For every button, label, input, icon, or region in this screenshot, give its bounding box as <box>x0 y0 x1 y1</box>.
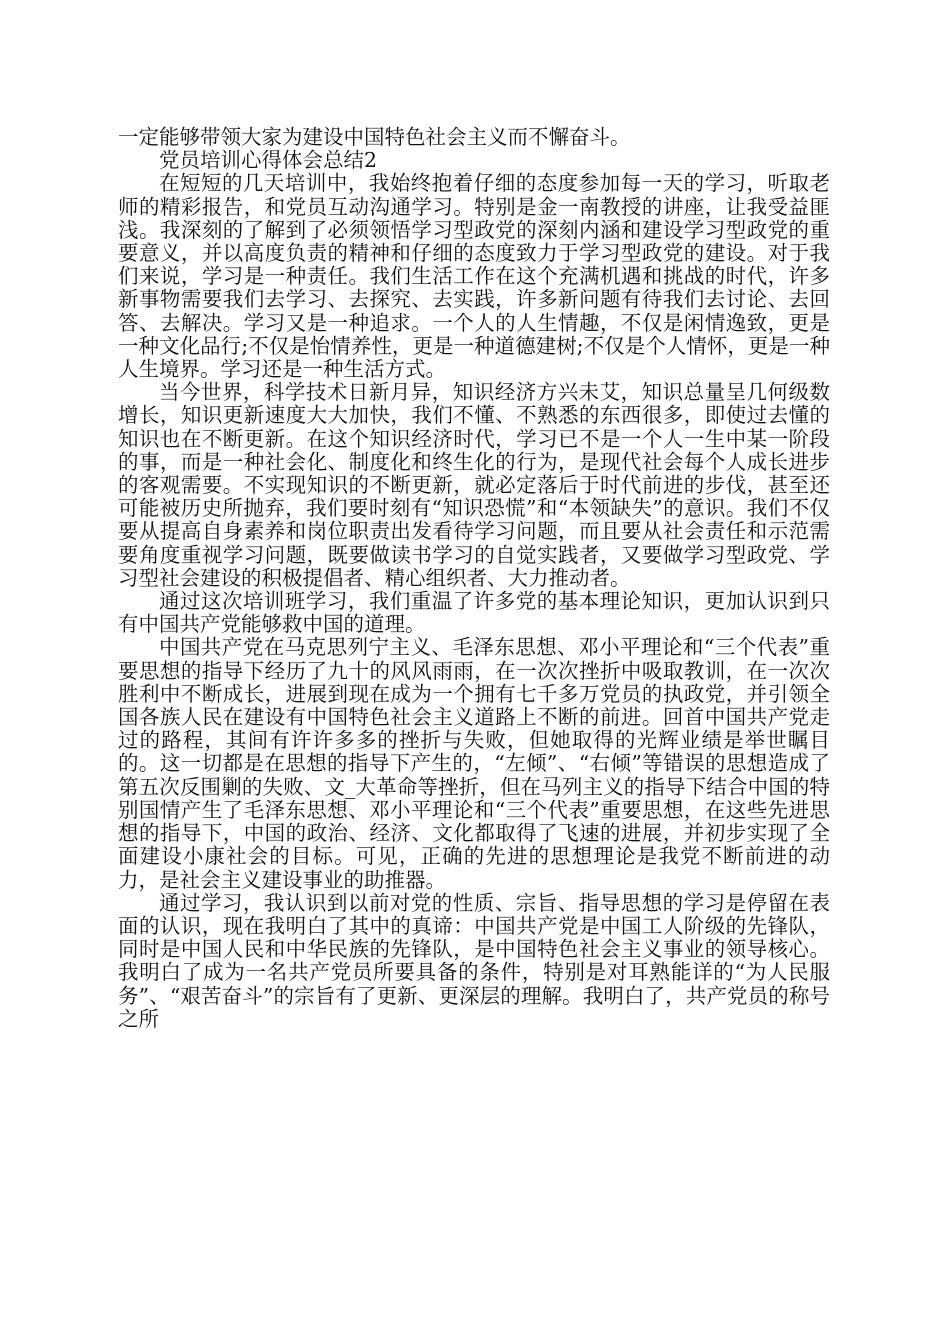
paragraph: 通过这次培训班学习，我们重温了许多党的基本理论知识，更加认识到只有中国共产党能够救中国的道理。 <box>118 589 830 637</box>
paragraph-continuation: 一定能够带领大家为建设中国特色社会主义而不懈奋斗。 <box>118 125 631 149</box>
paragraph: 当今世界，科学技术日新月异，知识经济方兴未艾，知识总量呈几何级数增长，知识更新速度大大加快，我们不懂、不熟悉的东西很多，即使过去懂的知识也在不断更新。在这个知识经济时代，学习已不是一个人一生中某一阶段的事，而是一种社会化、制度化和终生化的行为，是现代社会每个人成长进步的客观需要。不实现知识的不断更新，就必定落后于时代前进的步伐，甚至还可能被历史所抛弃，我们要时刻有“知识恐慌”和“本领缺失”的意识。我们不仅要从提高自身素养和岗位职责出发看待学习问题，而且要从社会责任和示范需要角度重视学习问题，既要做读书学习的自觉实践者，又要做学习型政党、学习型社会建设的积极提倡者、精心组织者、大力推动者。 <box>118 380 830 590</box>
paragraph: 通过学习，我认识到以前对党的性质、宗旨、指导思想的学习是停留在表面的认识，现在我明白了其中的真谛：中国共产党是中国工人阶级的先锋队，同时是中国人民和中华民族的先锋队，是中国特色社会主义事业的领导核心。我明白了成为一名共产党员所要具备的条件，特别是对耳熟能详的“为人民服务”、“艰苦奋斗”的宗旨有了更新、更深层的理解。我明白了，共产党员的称号之所 <box>118 890 830 1031</box>
section-title: 党员培训心得体会总结2 <box>159 148 378 173</box>
document-body <box>118 126 830 1031</box>
paragraph: 中国共产党在马克思列宁主义、毛泽东思想、邓小平理论和“三个代表”重要思想的指导下经历了九十的风风雨雨，在一次次挫折中吸取教训，在一次次胜利中不断成长，进展到现在成为一个拥有七千多万党员的执政党，并引领全国各族人民在建设有中国特色社会主义道路上不断的前进。回首中国共产党走过的路程，其间有许许多多的挫折与失败，但她取得的光辉业绩是举世瞩目的。这一切都是在思想的指导下产生的，“左倾”、“右倾”等错误的思想造成了第五次反围剿的失败、文_大革命等挫折，但在马列主义的指导下结合中国的特别国情产生了毛泽东思想、邓小平理论和“三个代表”重要思想，在这些先进思想的指导下，中国的政治、经济、文化都取得了飞速的进展，并初步实现了全面建设小康社会的目标。可见，正确的先进的思想理论是我党不断前进的动力，是社会主义建设事业的助推器。 <box>118 635 830 892</box>
paragraph: 在短短的几天培训中，我始终抱着仔细的态度参加每一天的学习，听取老师的精彩报告，和党员互动沟通学习。特别是金一南教授的讲座，让我受益匪浅。我深刻的了解到了必须领悟学习型政党的深刻内涵和建设学习型政党的重要意义，并以高度负责的精神和仔细的态度致力于学习型政党的建设。对于我们来说，学习是一种责任。我们生活工作在这个充满机遇和挑战的时代，许多新事物需要我们去学习、去探究、去实践，许多新问题有待我们去讨论、去回答、去解决。学习又是一种追求。一个人的人生情趣，不仅是闲情逸致，更是一种文化品行;不仅是怡情养性，更是一种道德建树;不仅是个人情怀，更是一种人生境界。学习还是一种生活方式。 <box>118 171 830 382</box>
